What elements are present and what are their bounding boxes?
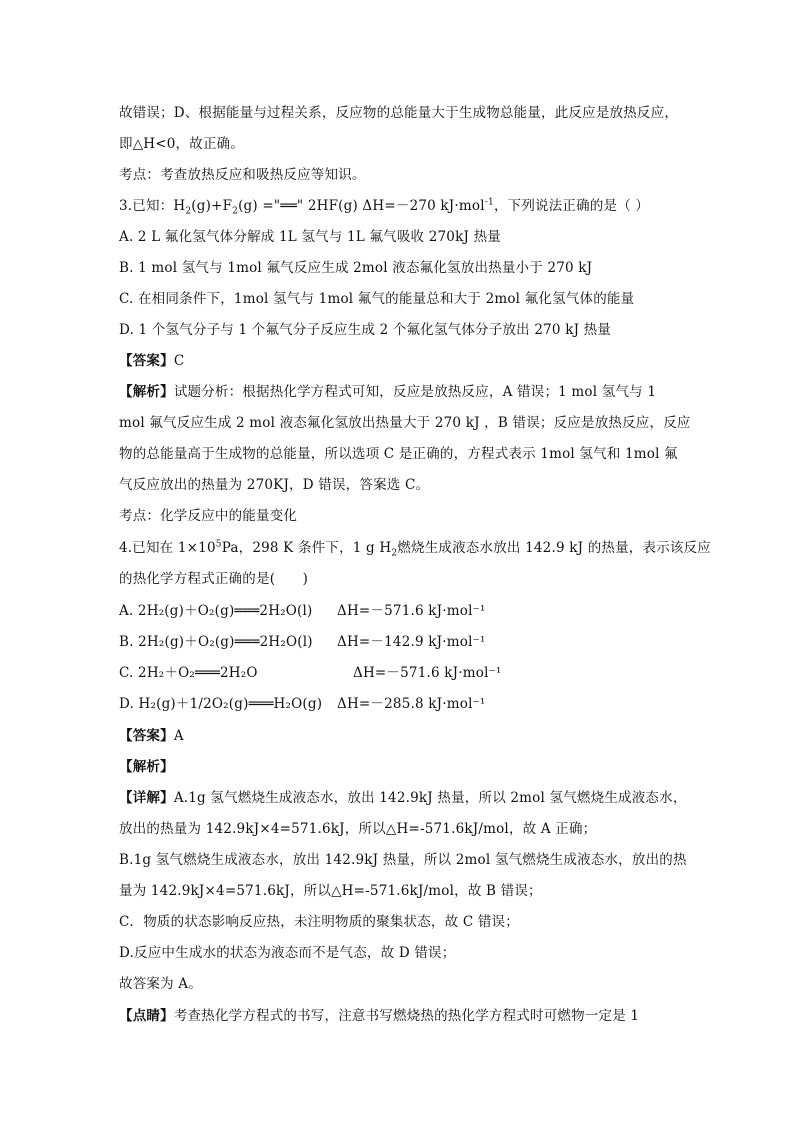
- text-line: 即△H<0，故正确。: [119, 136, 245, 152]
- detail-line: D.反应中生成水的状态为液态而不是气态，故 D 错误；: [119, 945, 456, 961]
- question-4-option-d: D. H₂(g)＋1/2O₂(g)═══H₂O(g) ΔH=－285.8 kJ·mol⁻¹: [119, 696, 486, 712]
- analysis-3-line: 【解析】试题分析：根据热化学方程式可知，反应是放热反应，A 错误；1 mol 氢气与 1: [119, 384, 657, 400]
- question-4-option-c: C. 2H₂＋O₂═══2H₂O ΔH=－571.6 kJ·mol⁻¹: [119, 665, 502, 681]
- kaodian-line: 考点：考查放热反应和吸热反应等知识。: [119, 167, 366, 183]
- analysis-3-line: 物的总能量高于生成物的总能量，所以选项 C 是正确的，方程式表示 1mol 氢气和 1mol 氟: [119, 446, 678, 462]
- question-3-option-a: A. 2 L 氟化氢气体分解成 1L 氢气与 1L 氟气吸收 270kJ 热量: [119, 229, 501, 245]
- detail-line: 【详解】A.1g 氢气燃烧生成液态水，放出 142.9kJ 热量，所以 2mol 氢气燃烧生成液态水，: [119, 790, 687, 806]
- question-4-stem: 4.已知在 $1\times 10^5Pa$，298 K 条件下，1 g $H_2$燃烧生成液态水放出 142.9 kJ 的热量，表示该反应: [119, 539, 712, 559]
- detail-line: C．物质的状态影响反应热，未注明物质的聚集状态，故 C 错误；: [119, 914, 519, 930]
- answer-3: 【答案】C: [119, 353, 185, 369]
- detail-line: 量为 142.9kJ×4=571.6kJ，所以△H=-571.6kJ/mol，故 B 错误；: [119, 883, 542, 899]
- answer-4: 【答案】A: [119, 728, 184, 744]
- kaodian-line: 考点：化学反应中的能量变化: [119, 508, 298, 524]
- question-3-stem: 3.已知：$H_2(g)+F_2(g)$ ="══" 2HF(g) ΔH=－270 kJ·mol$^{-1}$，下列说法正确的是（ ）: [119, 197, 650, 217]
- analysis-3-line: 气反应放出的热量为 270KJ，D 错误，答案选 C。: [119, 477, 430, 493]
- detail-line: B.1g 氢气燃烧生成液态水，放出 142.9kJ 热量，所以 2mol 氢气燃烧生成液态水，放出的热: [119, 852, 687, 868]
- question-3-option-b: B. 1 mol 氢气与 1mol 氟气反应生成 2mol 液态氟化氢放出热量小于 270 kJ: [119, 260, 593, 276]
- detail-line: 故答案为 A。: [119, 976, 202, 992]
- question-4-option-a: A. 2H₂(g)＋O₂(g)═══2H₂O(l) ΔH=－571.6 kJ·mol⁻¹: [119, 603, 486, 619]
- question-4-option-b: B. 2H₂(g)＋O₂(g)═══2H₂O(l) ΔH=－142.9 kJ·mol⁻¹: [119, 634, 486, 650]
- question-3-option-c: C. 在相同条件下，1mol 氢气与 1mol 氟气的能量总和大于 2mol 氟化氢气体的能量: [119, 291, 635, 307]
- text-line: 故错误；D、根据能量与过程关系，反应物的总能量大于生成物总能量，此反应是放热反应，: [119, 105, 679, 121]
- analysis-4-label: 【解析】: [119, 759, 174, 775]
- detail-line: 放出的热量为 142.9kJ×4=571.6kJ，所以△H=-571.6kJ/mol，故 A 正确；: [119, 821, 597, 837]
- question-4-stem: 的热化学方程式正确的是( ): [119, 571, 309, 587]
- analysis-3-line: mol 氟气反应生成 2 mol 液态氟化氢放出热量大于 270 kJ ，B 错误；反应是放热反应，反应: [119, 415, 691, 431]
- question-3-option-d: D. 1 个氢气分子与 1 个氟气分子反应生成 2 个氟化氢气体分子放出 270 kJ 热量: [119, 322, 612, 338]
- dianjing-line: 【点睛】考查热化学方程式的书写，注意书写燃烧热的热化学方程式时可燃物一定是 1: [119, 1008, 640, 1024]
